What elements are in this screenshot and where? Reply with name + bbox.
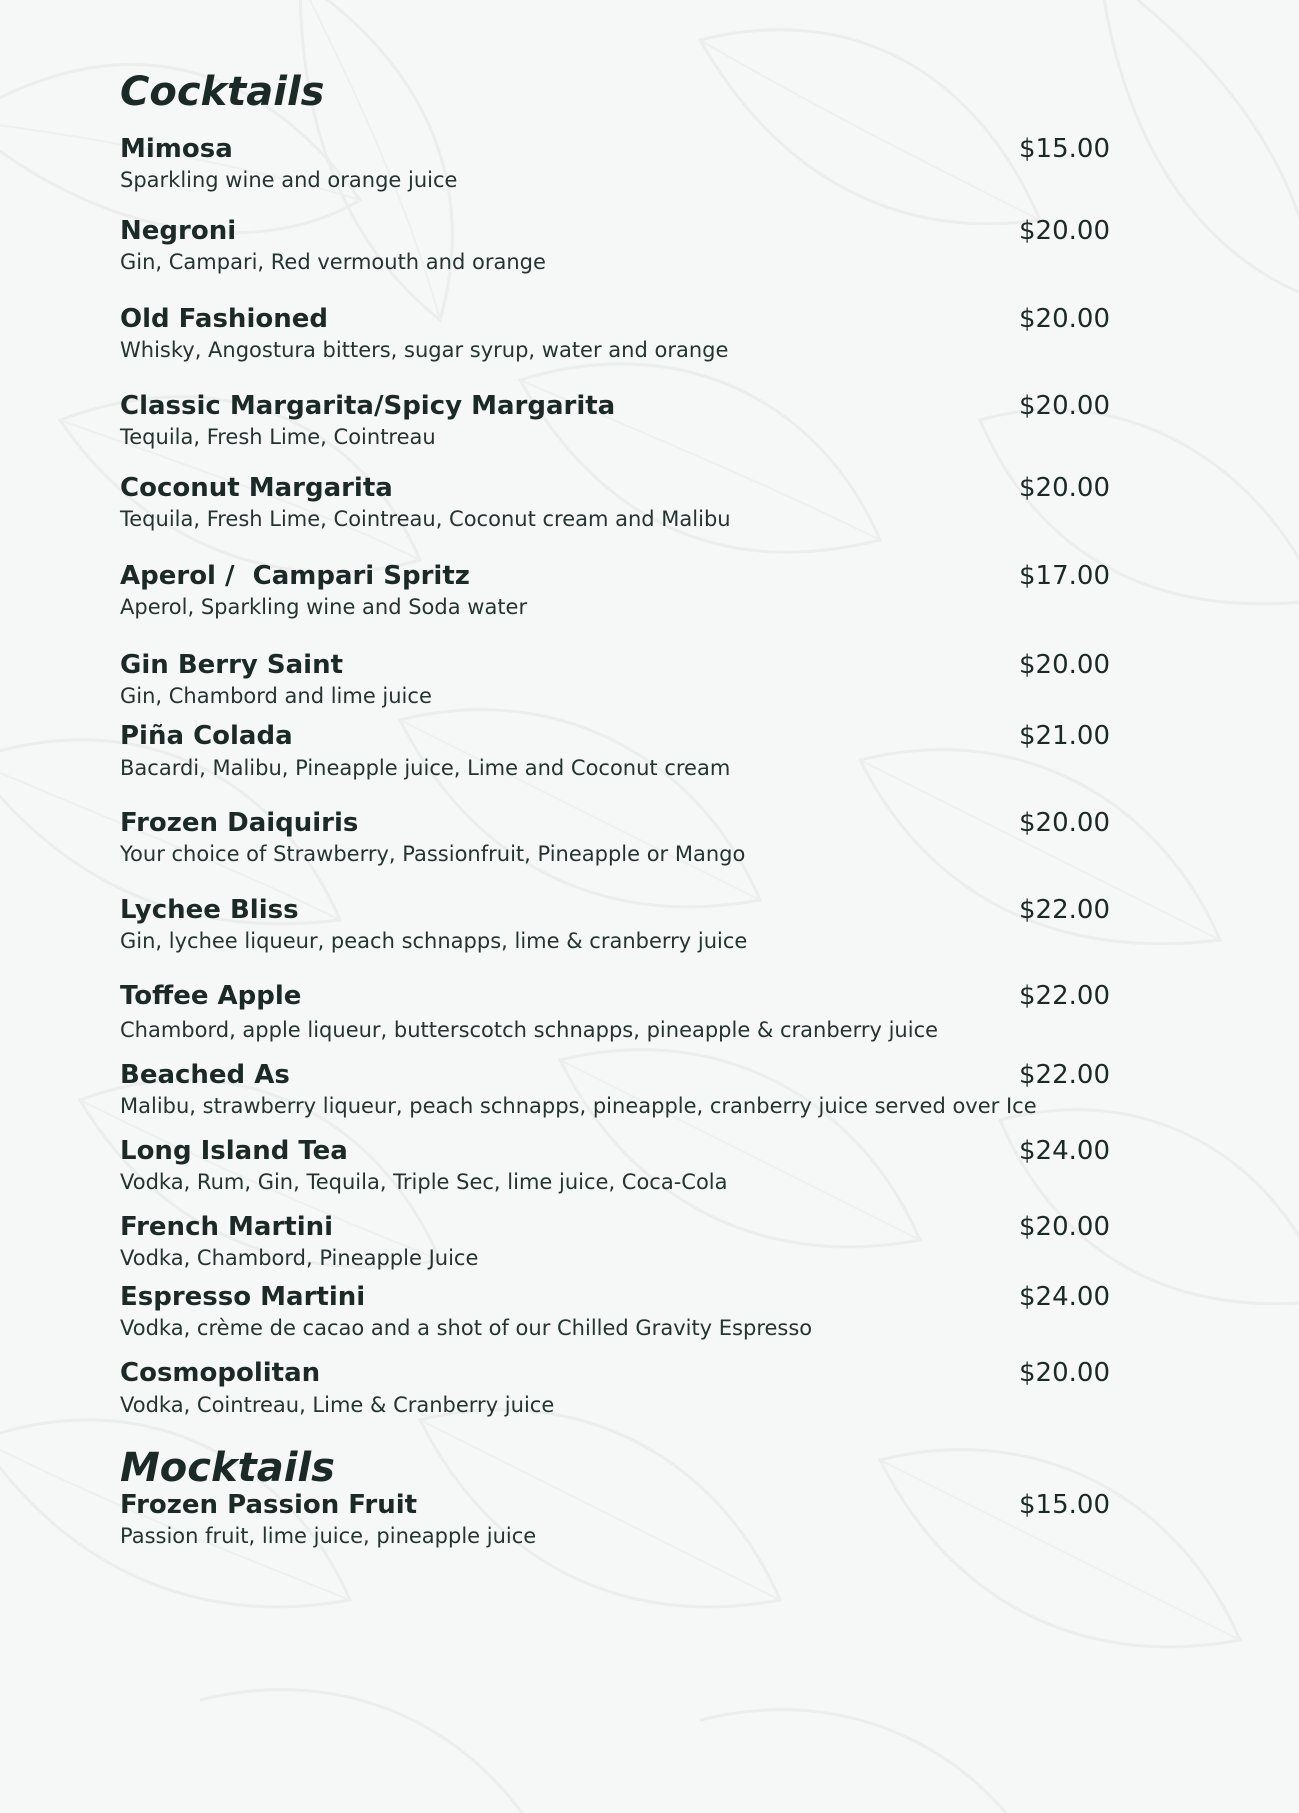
- item-description: Gin, lychee liqueur, peach schnapps, lime & cranberry juice: [120, 928, 748, 953]
- item-name: Frozen Passion Fruit: [120, 1490, 418, 1520]
- item-price: $20.00: [1019, 1212, 1110, 1243]
- item-name: Cosmopolitan: [120, 1358, 321, 1389]
- item-description: Vodka, Cointreau, Lime & Cranberry juice: [120, 1392, 555, 1417]
- item-name: Mimosa: [120, 134, 233, 164]
- item-price: $22.00: [1019, 894, 1110, 925]
- item-name: Frozen Daiquiris: [120, 808, 359, 838]
- menu-item: [120, 650, 1110, 712]
- menu-item: [120, 216, 1110, 278]
- item-price: $20.00: [1019, 1358, 1110, 1389]
- item-name: French Martini: [120, 1212, 334, 1243]
- item-description: Gin, Campari, Red vermouth and orange: [120, 249, 546, 274]
- item-name: Lychee Bliss: [120, 894, 299, 925]
- menu-item: [120, 1136, 1110, 1198]
- menu-item: [120, 1212, 1110, 1274]
- item-description: Vodka, crème de cacao and a shot of our Chilled Gravity Espresso: [120, 1315, 813, 1340]
- item-price: $24.00: [1019, 1281, 1110, 1312]
- item-name: Aperol / Campari Spritz: [120, 561, 470, 592]
- item-name: Negroni: [120, 215, 237, 246]
- item-price: $20.00: [1019, 215, 1110, 246]
- section-title-mocktails: Mocktails: [120, 1445, 335, 1491]
- item-price: $20.00: [1019, 390, 1110, 421]
- item-description: Bacardi, Malibu, Pineapple juice, Lime and Coconut cream: [120, 755, 731, 780]
- item-price: $24.00: [1019, 1135, 1110, 1166]
- item-description: Tequila, Fresh Lime, Cointreau: [120, 425, 436, 450]
- item-description: Sparkling wine and orange juice: [120, 168, 458, 193]
- item-price: $21.00: [1019, 721, 1110, 752]
- menu-item: [120, 1490, 1110, 1552]
- menu-item: [120, 895, 1110, 957]
- menu-item: [120, 1060, 1110, 1122]
- item-price: $22.00: [1019, 1059, 1110, 1090]
- item-name: Beached As: [120, 1059, 290, 1090]
- section-title-cocktails: Cocktails: [120, 69, 325, 115]
- item-description: Vodka, Chambord, Pineapple Juice: [120, 1246, 479, 1271]
- item-name: Long Island Tea: [120, 1135, 348, 1166]
- menu-item: [120, 561, 1110, 623]
- item-description: Your choice of Strawberry, Passionfruit, Pineapple or Mango: [120, 842, 746, 867]
- item-name: Gin Berry Saint: [120, 649, 344, 680]
- item-description: Vodka, Rum, Gin, Tequila, Triple Sec, lime juice, Coca-Cola: [120, 1169, 728, 1194]
- menu-item: [120, 1282, 1110, 1344]
- item-name: Coconut Margarita: [120, 472, 393, 503]
- item-price: $20.00: [1019, 304, 1110, 335]
- item-name: Espresso Martini: [120, 1281, 366, 1312]
- item-price: $20.00: [1019, 649, 1110, 680]
- item-name: Old Fashioned: [120, 304, 328, 335]
- item-description: Malibu, strawberry liqueur, peach schnapps, pineapple, cranberry juice served over Ice: [120, 1094, 1037, 1119]
- menu-item: [120, 134, 1110, 196]
- menu-item: [120, 473, 1110, 535]
- item-price: $20.00: [1019, 808, 1110, 838]
- menu-item: [120, 391, 1110, 453]
- item-price: $15.00: [1019, 1490, 1110, 1520]
- item-price: $15.00: [1019, 134, 1110, 164]
- item-description: Whisky, Angostura bitters, sugar syrup, water and orange: [120, 338, 729, 363]
- menu-item: [120, 981, 1110, 1046]
- item-name: Piña Colada: [120, 721, 293, 752]
- item-description: Aperol, Sparkling wine and Soda water: [120, 595, 528, 620]
- item-name: Classic Margarita/Spicy Margarita: [120, 390, 616, 421]
- menu-item: [120, 808, 1110, 870]
- item-name: Toffee Apple: [120, 981, 302, 1012]
- menu-item: [120, 304, 1110, 366]
- item-price: $22.00: [1019, 981, 1110, 1012]
- item-price: $17.00: [1019, 561, 1110, 592]
- menu-item: [120, 721, 1110, 783]
- item-description: Tequila, Fresh Lime, Cointreau, Coconut cream and Malibu: [120, 506, 731, 531]
- item-description: Gin, Chambord and lime juice: [120, 683, 432, 708]
- item-description: Chambord, apple liqueur, butterscotch schnapps, pineapple & cranberry juice: [120, 1018, 939, 1043]
- item-price: $20.00: [1019, 472, 1110, 503]
- drinks-menu: [120, 70, 1110, 1552]
- item-description: Passion fruit, lime juice, pineapple juice: [120, 1524, 537, 1549]
- menu-item: [120, 1358, 1110, 1420]
